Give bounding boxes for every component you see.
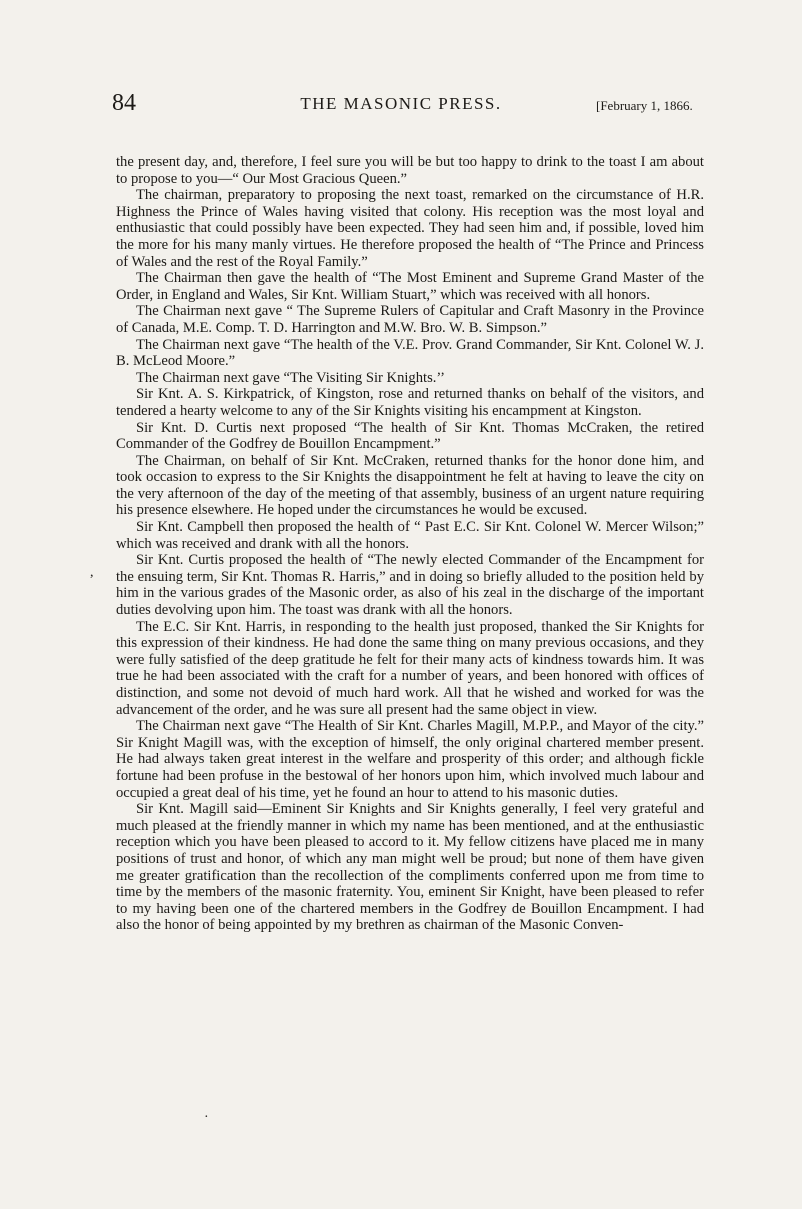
paragraph: The Chairman next gave “The health of the V.E. Prov. Grand Commander, Sir Knt. Colonel W. J. B. McLeod Moore.” xyxy=(116,336,704,370)
running-title: THE MASONIC PRESS. xyxy=(300,94,502,113)
paragraph: Sir Knt. Campbell then proposed the health of “ Past E.C. Sir Knt. Colonel W. Mercer Wilson;” which was received and drank with all the honors. xyxy=(116,519,704,552)
paragraph: Sir Knt. D. Curtis next proposed “The health of Sir Knt. Thomas McCraken, the retired Commander of the Godfrey de Bouillon Encampment.” xyxy=(116,419,704,453)
margin-comma-mark: , xyxy=(90,565,94,580)
paragraph: The Chairman next gave “The Health of Sir Knt. Charles Magill, M.P.P., and Mayor of the city.” Sir Knight Magill was, with the exception of himself, the only original chartered member present. He had always taken great interest in the welfare and prosperity of this order; and although fickle fortune had been profuse in the bestowal of her honors upon him, which involved much labour and occupied a great deal of his time, yet he found an hour to attend to his masonic duties. xyxy=(116,718,704,801)
paragraph: the present day, and, therefore, I feel sure you will be but too happy to drink to the toast I am about to propose to you—“ Our Most Gracious Queen.” xyxy=(116,154,704,187)
issue-date: [February 1, 1866. xyxy=(596,98,693,113)
paragraph: Sir Knt. Curtis proposed the health of “The newly elected Commander of the Encampment for the ensuing term, Sir Knt. Thomas R. Harris,” and in doing so briefly alluded to the position held by him in the various grades of the Masonic order, as also of his zeal in the discharge of the important duties devolving upon him. The toast was drank with all the honors. xyxy=(116,552,704,619)
paragraph: Sir Knt. A. S. Kirkpatrick, of Kingston, rose and returned thanks on behalf of the visitors, and tendered a hearty welcome to any of the Sir Knights visiting his encampment at Kingston. xyxy=(116,386,704,419)
article-body xyxy=(116,154,704,934)
paragraph: The Chairman next gave “The Visiting Sir Knights.’’ xyxy=(136,369,446,386)
page-number: 84 xyxy=(112,90,136,116)
paragraph: The Chairman, on behalf of Sir Knt. McCraken, returned thanks for the honor done him, and took occasion to express to the Sir Knights the disappointment he felt at having to leave the city on the very afternoon of the day of the meeting of that assembly, business of an urgent nature requiring his presence elsewhere. He hoped under the circumstances he would be excused. xyxy=(116,452,704,519)
paragraph: The Chairman next gave “ The Supreme Rulers of Capitular and Craft Masonry in the Province of Canada, M.E. Comp. T. D. Harrington and M.W. Bro. W. B. Simpson.” xyxy=(116,303,704,336)
paragraph: The E.C. Sir Knt. Harris, in responding to the health just proposed, thanked the Sir Knights for this expression of their kindness. He had done the same thing on many previous occasions, and they were fully satisfied of the deep gratitude he felt for their many acts of kindness towards him. It was true he had been associated with the craft for a number of years, and been honored with offices of distinction, and some not devoid of much hard work. All that he wished and worked for was the advancement of the order, and he was sure all present had the same object in view. xyxy=(116,618,704,718)
paragraph: The chairman, preparatory to proposing the next toast, remarked on the circumstance of H.R. Highness the Prince of Wales having visited that colony. His reception was the most loyal and enthusiastic that could possibly have been expected. They had seen him and, if possible, loved him the more for his many manly virtues. He therefore proposed the health of “The Prince and Princess of Wales and the rest of the Royal Family.” xyxy=(116,187,704,270)
paragraph: The Chairman then gave the health of “The Most Eminent and Supreme Grand Master of the Order, in England and Wales, Sir Knt. William Stuart,” which was received with all honors. xyxy=(116,270,704,303)
paragraph: Sir Knt. Magill said—Eminent Sir Knights and Sir Knights generally, I feel very grateful and much pleased at the friendly manner in which my name has been mentioned, and at the enthusiastic reception which you have been pleased to accord to it. My fellow citizens have placed me in many positions of trust and honor, of which any man might well be proud; but none of them have given me greater gratification than the recollection of the compliments conferred upon me from time to time by the members of the masonic fraternity. You, eminent Sir Knight, have been pleased to refer to my having been one of the chartered members in the Godfrey de Bouillon Encampment. I had also the honor of being appointed by my brethren as chairman of the Masonic Conven- xyxy=(116,801,704,934)
margin-dot-mark: · xyxy=(204,1110,209,1125)
